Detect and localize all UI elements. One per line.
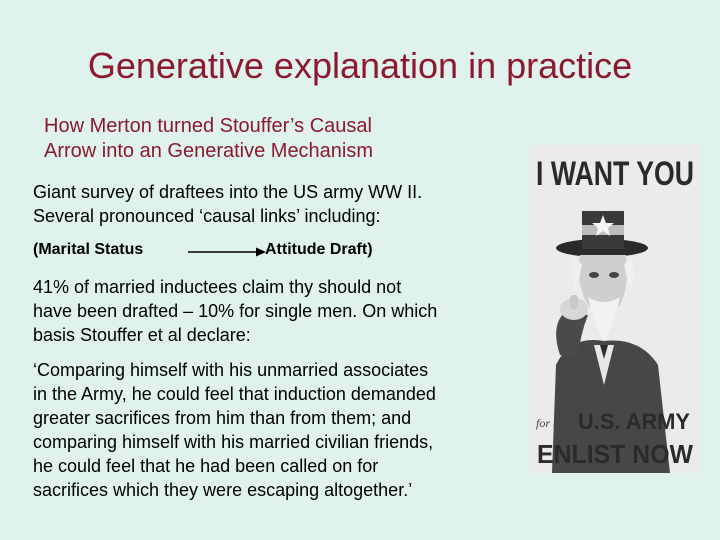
statistics-paragraph xyxy=(33,275,503,347)
subtitle-line: Arrow into an Generative Mechanism xyxy=(44,140,374,162)
paragraph-line: 41% of married inductees claim thy should not xyxy=(33,277,402,297)
poster-for-the: for the xyxy=(536,416,568,430)
causal-effect: Attitude Draft) xyxy=(265,241,373,258)
poster-enlist: ENLIST NOW xyxy=(537,439,694,469)
paragraph-line: Giant survey of draftees into the US army WW II. xyxy=(33,182,423,202)
paragraph-line: have been drafted – 10% for single men. On which xyxy=(33,301,438,321)
poster-headline: I WANT YOU xyxy=(536,155,694,193)
paragraph-line: sacrifices which they were escaping altogether.’ xyxy=(33,480,413,500)
paragraph-line: Several pronounced ‘causal links’ including: xyxy=(33,206,381,226)
paragraph-line: in the Army, he could feel that induction demanded xyxy=(33,384,436,404)
paragraph-line: ‘Comparing himself with his unmarried associates xyxy=(33,360,429,380)
intro-paragraph xyxy=(33,180,503,228)
paragraph-line: basis Stouffer et al declare: xyxy=(33,325,251,345)
right-arrow-icon xyxy=(186,245,266,259)
paragraph-line: comparing himself with his married civilian friends, xyxy=(33,432,434,452)
slide-subtitle xyxy=(44,114,494,164)
paragraph-line: greater sacrifices from him than from them; and xyxy=(33,408,412,428)
causal-link-row xyxy=(33,239,513,263)
subtitle-line: How Merton turned Stouffer’s Causal xyxy=(44,115,372,137)
uncle-sam-poster xyxy=(530,145,700,473)
quote-paragraph xyxy=(33,358,503,502)
poster-army: U.S. ARMY xyxy=(578,409,691,434)
paragraph-line: he could feel that he had been called on for xyxy=(33,456,379,476)
causal-cause: (Marital Status xyxy=(33,241,144,258)
slide-title: Generative explanation in practice xyxy=(87,45,633,86)
poster-image xyxy=(530,145,700,473)
